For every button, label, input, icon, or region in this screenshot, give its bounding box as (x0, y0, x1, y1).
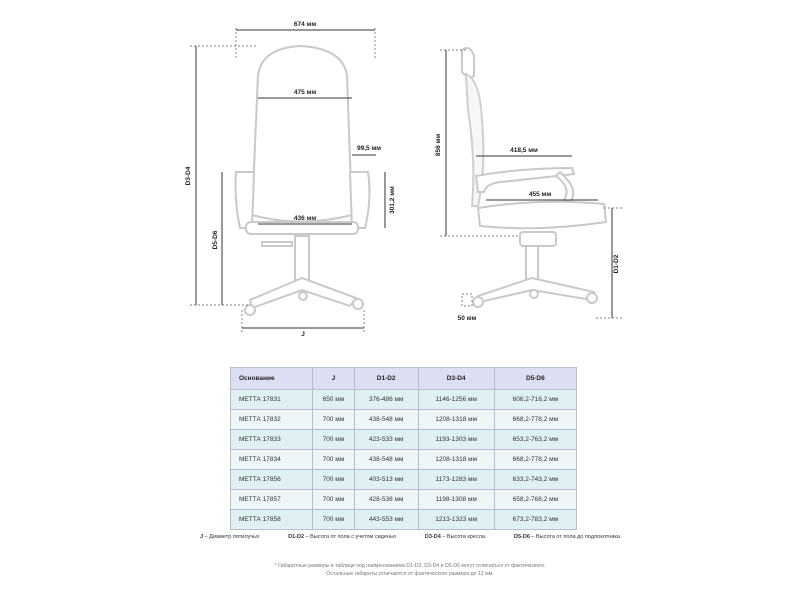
table-cell: 438-548 мм (354, 450, 418, 470)
table-cell: 700 мм (313, 430, 355, 450)
table-cell: 668,2-778,2 мм (494, 410, 576, 430)
dim-seat-width: 436 мм (293, 215, 317, 222)
table-cell: МЕТТА 17834 (231, 450, 313, 470)
table-header: D3-D4 (418, 368, 494, 390)
table-cell: 423-533 мм (354, 430, 418, 450)
legend-item-d3: D3-D4 – Высота кресла (424, 534, 485, 540)
side-headrest (462, 48, 474, 77)
dim-armrest-height: 301,2 мм (389, 186, 396, 214)
table-cell: 700 мм (313, 470, 355, 490)
table-row (231, 470, 577, 490)
dim-caster: 50 мм (457, 315, 477, 322)
table-cell: 700 мм (313, 510, 355, 530)
table-cell: МЕТТА 17856 (231, 470, 313, 490)
table-cell: 1198-1308 мм (418, 490, 494, 510)
dim-side-height: 856 мм (435, 133, 442, 157)
dim-side-height-range: D1-D2 (613, 254, 620, 274)
front-caster-right (353, 299, 363, 309)
table-cell: 403-513 мм (354, 470, 418, 490)
table-header: Основание (231, 368, 313, 390)
table-header-row (231, 368, 577, 390)
side-caster-right (587, 293, 597, 303)
table-cell: 1208-1318 мм (418, 410, 494, 430)
specification-table (230, 367, 577, 530)
table-row (231, 510, 577, 530)
side-mechanism (520, 232, 556, 246)
table-cell: 606,2-716,2 мм (494, 390, 576, 410)
footnote-line-2: Остальные габариты отличаются от фактического размера до 12 мм. (326, 571, 494, 577)
side-view-chair (462, 48, 606, 307)
table-header: D1-D2 (354, 368, 418, 390)
table-row (231, 410, 577, 430)
front-left-armrest (236, 172, 255, 228)
table-cell: 443-553 мм (354, 510, 418, 530)
dim-side-seat-depth: 418,5 мм (510, 147, 538, 154)
table-cell: 428-538 мм (354, 490, 418, 510)
front-backrest (252, 46, 352, 222)
table-cell: 376-486 мм (354, 390, 418, 410)
front-caster-center (299, 292, 307, 300)
dim-seat-to-floor: D5-D6 (212, 230, 219, 250)
front-caster-left (245, 305, 255, 315)
table-cell: 700 мм (313, 490, 355, 510)
dim-arm-offset: 99,5 мм (357, 145, 382, 152)
side-seat (478, 202, 606, 229)
table-cell: 653,2-763,2 мм (494, 430, 576, 450)
table-cell: 1213-1323 мм (418, 510, 494, 530)
side-arm-support (556, 172, 573, 202)
table-cell: 1208-1318 мм (418, 450, 494, 470)
front-view-chair (236, 46, 370, 315)
table-cell: 1146-1256 мм (418, 390, 494, 410)
table-cell: 650 мм (313, 390, 355, 410)
legend-item-j: J – Диаметр пятилучья (200, 534, 260, 540)
side-gas-lift (526, 246, 538, 282)
footnote-line-1: * Габаритные размеры в таблице под наименованием D1-D2, D3-D4 и D5-D6 могут отличаться от фактического. (274, 563, 546, 569)
dim-side-depth: 455 мм (528, 191, 552, 198)
table-cell: МЕТТА 17832 (231, 410, 313, 430)
legend-item-d1: D1-D2 – Высота от пола с учетом сиденья (288, 534, 396, 540)
table-cell: МЕТТА 17831 (231, 390, 313, 410)
front-right-armrest (350, 172, 369, 228)
table-header: J (313, 368, 355, 390)
dim-base: J (301, 331, 305, 338)
table-row (231, 390, 577, 410)
table-cell: МЕТТА 17858 (231, 510, 313, 530)
table-header: D5-D6 (494, 368, 576, 390)
table-cell: МЕТТА 17833 (231, 430, 313, 450)
table-row (231, 490, 577, 510)
table-cell: 633,2-743,2 мм (494, 470, 576, 490)
table-cell: 438-548 мм (354, 410, 418, 430)
table-cell: 1193-1303 мм (418, 430, 494, 450)
legend (200, 534, 620, 540)
table-cell: 1173-1283 мм (418, 470, 494, 490)
footnote (200, 562, 620, 578)
front-gas-lift (295, 236, 309, 280)
table-cell: 658,2-768,2 мм (494, 490, 576, 510)
front-lever (262, 242, 292, 246)
table-cell: 700 мм (313, 450, 355, 470)
table-cell: 700 мм (313, 410, 355, 430)
table-row (231, 430, 577, 450)
dim-back-width: 475 мм (293, 89, 317, 96)
table-row (231, 450, 577, 470)
dim-height-total: D3-D4 (185, 166, 192, 186)
table-cell: МЕТТА 17857 (231, 490, 313, 510)
table-cell: 673,2-783,2 мм (494, 510, 576, 530)
dim-front-width: 674 мм (293, 21, 317, 28)
table-cell: 668,2-778,2 мм (494, 450, 576, 470)
legend-item-d5: D5-D6 – Высота от пола до подлокотника (513, 534, 620, 540)
side-caster-left (473, 297, 483, 307)
side-caster-center (530, 290, 538, 298)
